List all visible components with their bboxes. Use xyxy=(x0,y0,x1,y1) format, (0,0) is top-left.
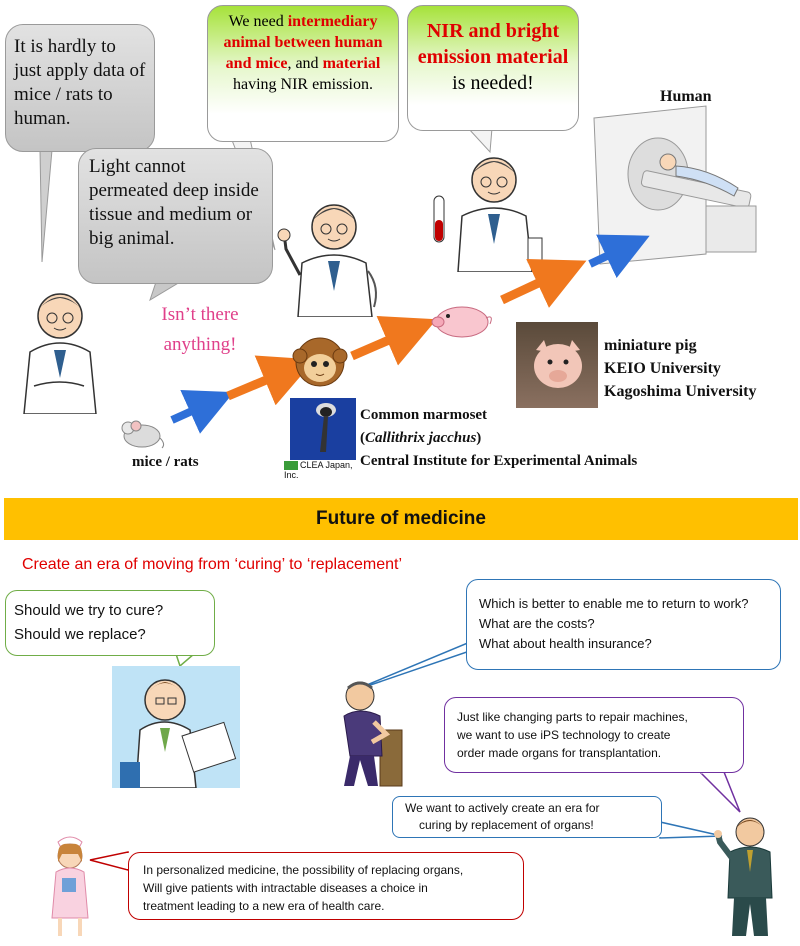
banner-title: Future of medicine xyxy=(316,508,486,529)
bubble-light-text: Light cannot permeated deep inside tissue and medium or big animal. xyxy=(89,156,259,249)
bubble-need-text-1: We need xyxy=(228,13,288,30)
marmoset-paren-open: ( xyxy=(360,430,365,446)
cure-box-line-2: Should we replace? xyxy=(14,626,146,643)
patient-questions-box xyxy=(466,579,781,670)
clea-caption xyxy=(284,460,364,480)
doctor-writing-figure xyxy=(112,666,240,788)
bubble-need-highlight-2: material xyxy=(322,55,381,72)
cure-box-line-1: Should we try to cure? xyxy=(14,602,164,619)
actively-box-line-2: curing by replacement of organs! xyxy=(419,818,594,832)
parts-box-line-3: order made organs for transplantation. xyxy=(457,746,662,760)
bubble-nir-text: is needed! xyxy=(452,72,534,94)
mice-label: mice / rats xyxy=(132,454,199,470)
bubble-need-text-2: , and xyxy=(287,55,323,72)
actively-create-box xyxy=(392,796,662,838)
marmoset-photo xyxy=(290,398,356,460)
clea-caption-text: CLEA Japan, Inc. xyxy=(284,460,353,481)
marmoset-species-name: Callithrix jacchus xyxy=(365,430,477,446)
clea-logo-icon xyxy=(284,461,298,470)
marmoset-photo-icon xyxy=(290,398,356,460)
ips-parts-box xyxy=(444,697,744,773)
future-of-medicine-banner xyxy=(4,498,798,540)
human-label: Human xyxy=(660,88,712,105)
marmoset-label-line-2 xyxy=(360,427,637,450)
question-box-line-1: Which is better to enable me to return to work? xyxy=(479,596,749,611)
isnt-there-text: Isn’t there anything! xyxy=(161,304,239,355)
personalized-box-line-3: treatment leading to a new era of health care. xyxy=(143,899,385,913)
personalized-medicine-box xyxy=(128,852,524,920)
cure-or-replace-box xyxy=(5,590,215,656)
businessman-figure xyxy=(712,812,782,940)
parts-box-line-2: we want to use iPS technology to create xyxy=(457,728,671,742)
pig-figure xyxy=(428,300,496,340)
pig-label-line-1: miniature pig xyxy=(604,337,697,354)
marmoset-label-line-3: Central Institute for Experimental Animals xyxy=(360,453,638,469)
bubble-nir-highlight: NIR and bright emission material xyxy=(417,20,569,68)
pig-label-line-2: KEIO University xyxy=(604,360,721,377)
era-heading: Create an era of moving from ‘curing’ to ‘replacement’ xyxy=(22,556,403,573)
personalized-box-line-1: In personalized medicine, the possibility of replacing organs, xyxy=(143,863,464,877)
marmoset-cartoon-figure xyxy=(292,334,348,390)
bubble-need-text-3: having NIR emission. xyxy=(233,76,373,93)
bubble-mice-rats-text: It is hardly to just apply data of mice / rats to human. xyxy=(14,36,146,129)
pig-photo xyxy=(516,322,598,408)
parts-box-line-1: Just like changing parts to repair machines, xyxy=(457,710,688,724)
marmoset-label xyxy=(360,404,637,473)
pig-photo-icon xyxy=(516,322,598,408)
pig-label-line-3: Kagoshima University xyxy=(604,383,757,400)
mouse-figure xyxy=(116,414,166,450)
worried-man-figure xyxy=(330,672,408,790)
marmoset-paren-close: ) xyxy=(476,430,482,446)
personalized-box-line-2: Will give patients with intractable diseases a choice in xyxy=(143,881,428,895)
marmoset-label-line-1: Common marmoset xyxy=(360,407,488,423)
question-box-line-2: What are the costs? xyxy=(479,616,595,631)
actively-box-line-1: We want to actively create an era for xyxy=(405,801,600,815)
pig-label xyxy=(604,334,756,403)
doctor-writing-icon xyxy=(112,666,240,788)
question-box-line-3: What about health insurance? xyxy=(479,636,652,651)
bubble-need-highlight-1: intermediary animal between human and mice xyxy=(223,13,383,72)
nurse-figure xyxy=(44,832,96,938)
